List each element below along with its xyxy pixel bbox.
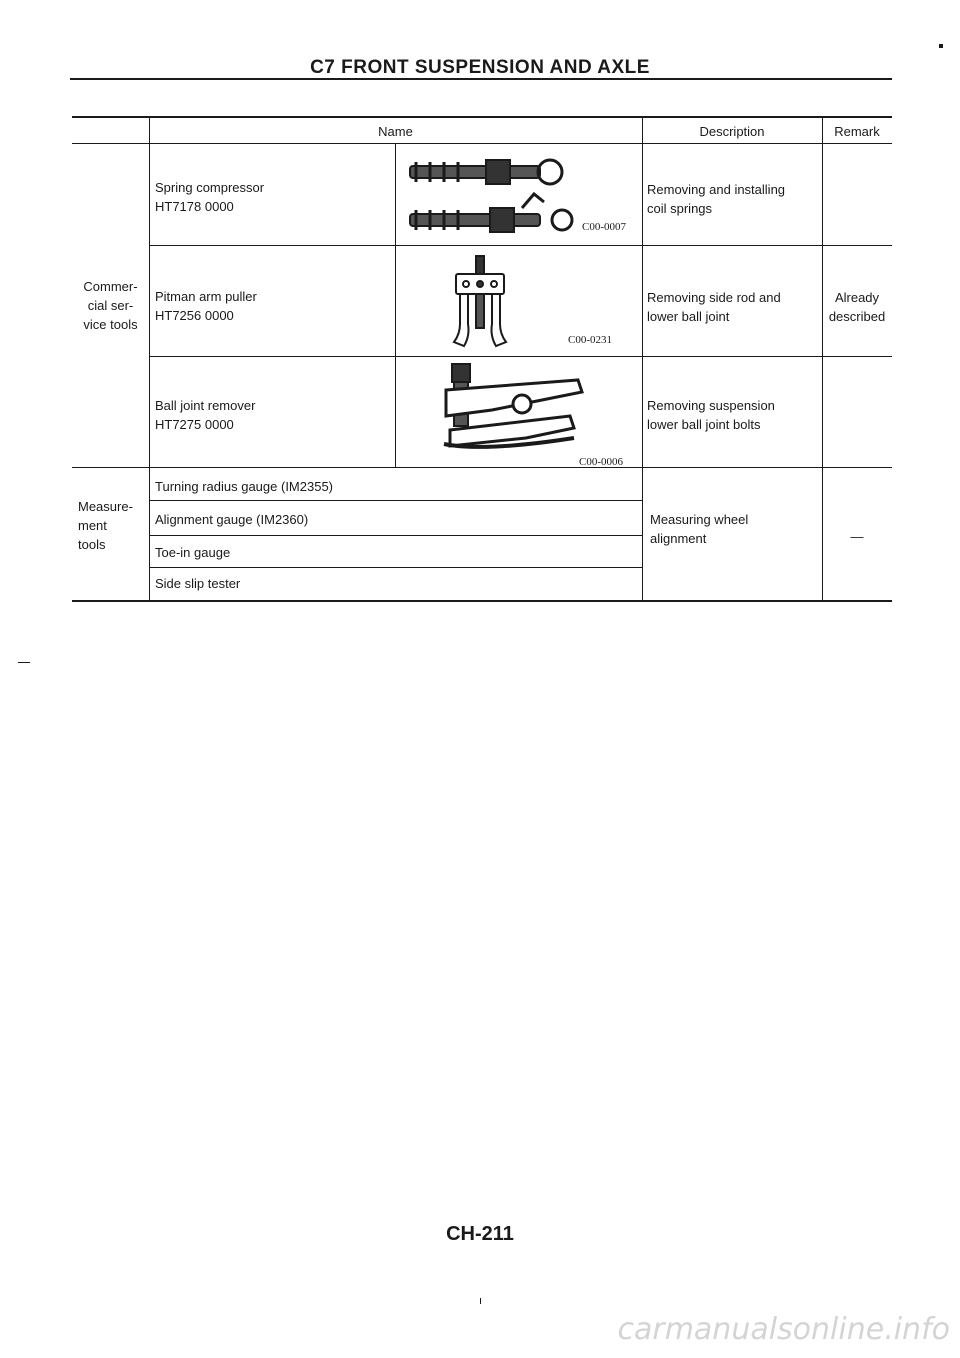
figure-code: C00-0006 (579, 456, 623, 468)
top-mark (939, 44, 943, 48)
part-number: HT7256 0000 (155, 308, 234, 323)
list-item: Turning radius gauge (IM2355) (155, 479, 334, 494)
measurement-description: Measuring wheel alignment (650, 512, 749, 546)
meas-rule (149, 500, 642, 501)
watermark: carmanualsonline.info (617, 1312, 950, 1347)
tool-description: Removing and installing coil springs (647, 182, 786, 216)
meas-rule (149, 567, 642, 568)
figure-code: C00-0007 (582, 221, 626, 233)
page-number: CH-211 (446, 1223, 514, 1245)
header-remark: Remark (834, 124, 880, 139)
meas-rule (149, 535, 642, 536)
part-number: HT7178 0000 (155, 199, 234, 214)
remark-measurement: — (850, 529, 864, 544)
header-name: Name (378, 124, 413, 139)
tool-description: Removing suspension lower ball joint bolts (647, 398, 775, 432)
title-rule (70, 78, 892, 80)
list-item: Toe-in gauge (155, 545, 231, 560)
col-rule (149, 116, 150, 601)
tool-description: Removing side rod and lower ball joint (647, 290, 781, 324)
col-rule (395, 143, 396, 467)
page-title: C7 FRONT SUSPENSION AND AXLE (310, 57, 650, 78)
category-commercial: Commer- cial ser- vice tools (83, 279, 138, 332)
spring-compressor-icon (402, 152, 577, 242)
tool-name: Ball joint remover (155, 398, 256, 413)
part-number: HT7275 0000 (155, 417, 234, 432)
footer-tick (480, 1298, 481, 1304)
row-rule (149, 245, 892, 246)
margin-dash (18, 662, 30, 663)
row-rule (149, 356, 892, 357)
header-description: Description (699, 124, 765, 139)
list-item: Alignment gauge (IM2360) (155, 512, 309, 527)
list-item: Side slip tester (155, 576, 241, 591)
table-top-rule (72, 116, 892, 118)
tool-name: Pitman arm puller (155, 289, 257, 304)
col-rule (642, 116, 643, 601)
group-rule (72, 467, 892, 468)
category-measurement: Measure- ment tools (78, 499, 133, 552)
tool-name: Spring compressor (155, 180, 265, 195)
ball-joint-remover-icon (440, 360, 585, 458)
pitman-arm-puller-icon (450, 254, 510, 350)
figure-code: C00-0231 (568, 334, 612, 346)
remark-commercial: Already described (828, 290, 886, 324)
table-bottom-rule (72, 600, 892, 602)
header-rule (72, 143, 892, 144)
